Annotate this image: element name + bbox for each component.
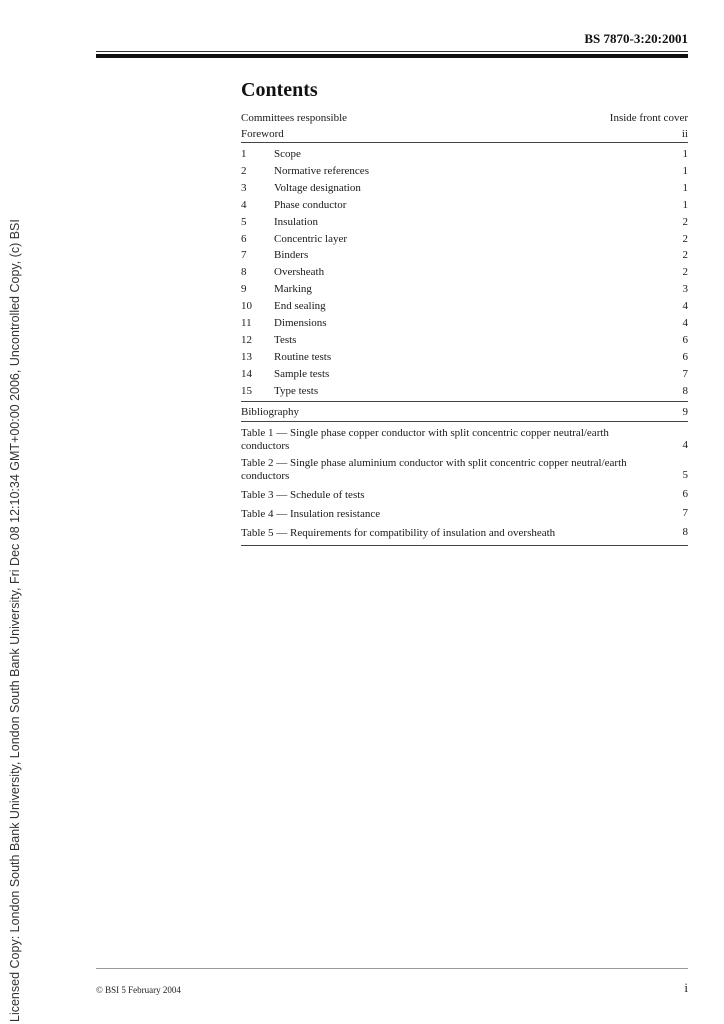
toc-entry-section[interactable] <box>241 315 688 332</box>
toc-entry-number: 14 <box>241 367 252 380</box>
toc-entry-number: 12 <box>241 333 252 346</box>
toc-entry-number: 11 <box>241 317 252 330</box>
toc-entry-page: 3 <box>682 283 688 296</box>
toc-entry-title: Committees responsible <box>241 112 348 124</box>
toc-entry-number: 5 <box>241 215 247 228</box>
toc-entry-page: 1 <box>682 164 688 177</box>
toc-entry-section[interactable] <box>241 349 688 366</box>
toc-entry-page: 6 <box>682 333 688 346</box>
toc-entry-title: Table 1 — Single phase copper conductor with split concentric copper neutral/earth conductors <box>241 426 609 452</box>
toc-entry-title: Foreword <box>241 128 284 140</box>
toc-entry-number: 13 <box>241 350 252 363</box>
toc-entry-table[interactable] <box>241 486 688 502</box>
toc-entry-section[interactable] <box>241 383 688 400</box>
toc-entry-title: Table 5 — Requirements for compatibility of insulation and oversheath <box>241 526 556 539</box>
toc-entry-title: Dimensions <box>274 317 327 330</box>
toc-entry-page: 1 <box>682 148 688 160</box>
toc-entry-title: Scope <box>274 148 301 160</box>
toc-entry-foreword[interactable] <box>241 126 688 143</box>
toc-entry-title: Insulation <box>274 215 318 228</box>
toc-entry-title: Sample tests <box>274 367 330 380</box>
toc-entry-title: Binders <box>274 249 309 262</box>
toc-entry-title: Marking <box>274 283 312 296</box>
toc-table-list <box>241 426 688 546</box>
header-rule-thick <box>96 54 688 58</box>
toc-entry-section[interactable] <box>241 146 688 163</box>
toc-entry-number: 7 <box>241 249 247 262</box>
license-notice: Licensed Copy: London South Bank University, London South Bank University, Fri Dec 08 12:10:34 GMT+00:00 2006, Uncontrolled Copy, (c) BSI <box>8 219 22 1022</box>
toc-entry-section[interactable] <box>241 247 688 264</box>
toc-entry-page: 5 <box>682 468 688 481</box>
header-rule-thin <box>96 51 688 52</box>
toc-entry-page: 1 <box>682 181 688 194</box>
toc-entry-page: 2 <box>682 249 688 262</box>
contents-section <box>241 78 688 546</box>
footer-page-number: i <box>684 980 688 995</box>
toc-entry-section[interactable] <box>241 298 688 315</box>
toc-entry-page: 8 <box>682 384 688 397</box>
toc-entry-number: 10 <box>241 300 252 313</box>
toc-entry-section[interactable] <box>241 180 688 197</box>
toc-entry-section[interactable] <box>241 264 688 281</box>
toc-entry-table[interactable] <box>241 456 688 483</box>
toc-entry-number: 2 <box>241 164 247 177</box>
toc-entry-page: 4 <box>682 438 688 451</box>
toc-entry-title: Voltage designation <box>274 181 361 194</box>
toc-entry-page: 8 <box>682 525 688 538</box>
toc-entry-page: 7 <box>682 506 688 519</box>
toc-entry-page: 6 <box>682 350 688 363</box>
toc-entry-page: 4 <box>682 300 688 313</box>
toc-entry-table[interactable] <box>241 524 688 540</box>
toc-entry-number: 1 <box>241 148 247 160</box>
toc-entry-number: 8 <box>241 266 247 279</box>
toc-entry-title: End sealing <box>274 300 326 313</box>
toc-entry-table[interactable] <box>241 426 688 453</box>
toc-entry-title: Tests <box>274 333 297 346</box>
toc-entry-title: Type tests <box>274 384 319 397</box>
toc-entry-title: Oversheath <box>274 266 325 279</box>
toc-entry-number: 3 <box>241 181 247 194</box>
toc-entry-title: Bibliography <box>241 405 300 418</box>
toc-entry-title: Normative references <box>274 164 369 177</box>
toc-entry-committees[interactable] <box>241 110 688 126</box>
toc-entry-page: 2 <box>682 215 688 228</box>
toc-entry-section[interactable] <box>241 281 688 298</box>
toc-entry-bibliography[interactable] <box>241 404 688 422</box>
contents-heading: Contents <box>241 79 318 101</box>
toc-entry-page: 2 <box>682 266 688 279</box>
toc-entry-page: 9 <box>682 405 688 418</box>
toc-entry-title: Table 4 — Insulation resistance <box>241 507 381 520</box>
toc-entry-section[interactable] <box>241 231 688 248</box>
toc-entry-title: Concentric layer <box>274 232 347 245</box>
toc-entry-page: 6 <box>682 487 688 500</box>
toc-entry-page: ii <box>681 128 688 140</box>
toc-entry-section[interactable] <box>241 214 688 231</box>
footer-copyright: © BSI 5 February 2004 <box>96 985 181 995</box>
toc-section-list <box>241 143 688 402</box>
footer-rule <box>96 968 688 969</box>
toc-entry-title: Phase conductor <box>274 198 347 211</box>
toc-entry-table[interactable] <box>241 505 688 521</box>
toc-entry-title: Table 3 — Schedule of tests <box>241 488 365 501</box>
toc-entry-number: 6 <box>241 232 247 245</box>
toc-entry-section[interactable] <box>241 332 688 349</box>
toc-entry-page: 1 <box>682 198 688 211</box>
toc-entry-number: 15 <box>241 384 252 397</box>
toc-entry-section[interactable] <box>241 163 688 180</box>
toc-entry-number: 4 <box>241 198 247 211</box>
toc-entry-section[interactable] <box>241 366 688 383</box>
toc-entry-page: 2 <box>682 232 688 245</box>
toc-entry-title: Routine tests <box>274 350 332 363</box>
toc-entry-page: 7 <box>682 367 688 380</box>
toc-entry-number: 9 <box>241 283 247 296</box>
toc-entry-page: Inside front cover <box>609 112 688 124</box>
toc-entry-section[interactable] <box>241 197 688 214</box>
toc-entry-title: Table 2 — Single phase aluminium conductor with split concentric copper neutral/earth conductors <box>241 456 627 482</box>
document-id: BS 7870-3:20:2001 <box>584 31 688 46</box>
toc-entry-page: 4 <box>682 317 688 330</box>
